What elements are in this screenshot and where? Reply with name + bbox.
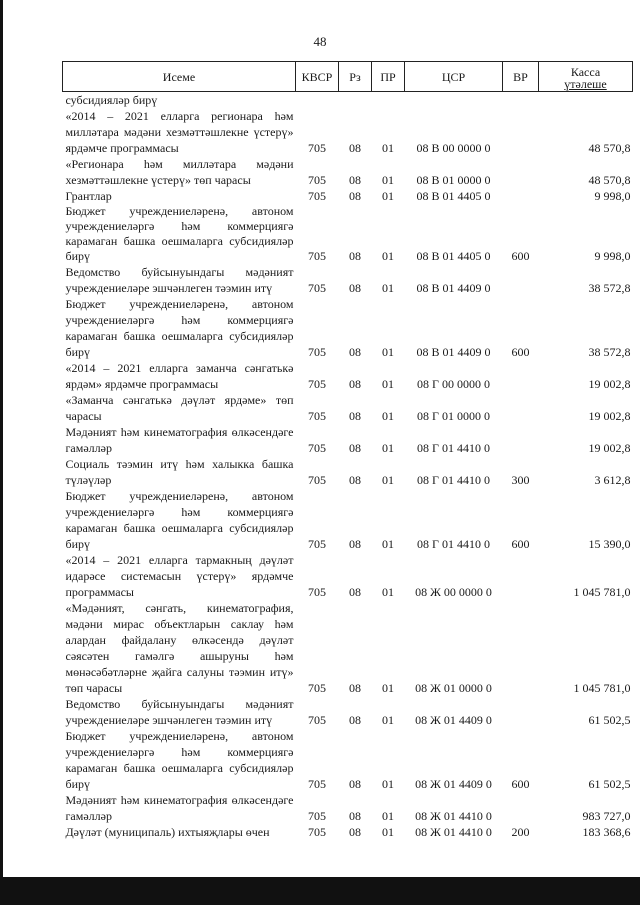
- table-row: [63, 600, 633, 696]
- vr-cell: [503, 188, 539, 204]
- table-header-row: [63, 62, 633, 92]
- table-row: [63, 156, 633, 188]
- rz-cell: 08: [349, 173, 361, 187]
- pr-cell: 01: [382, 377, 394, 391]
- table-row: [63, 696, 633, 728]
- vr-cell: [503, 696, 539, 728]
- rz-cell: 08: [349, 345, 361, 359]
- header-csr: ЦСР: [405, 62, 503, 92]
- name-cell: Ведомство буйсынуындагы мәдәният учреждениеләре эшчәнлеген тәэмин итү: [65, 265, 294, 295]
- csr-cell: 08 Г 01 0000 0: [417, 409, 490, 423]
- name-cell: «Регионара һәм милләтара мәдәни хезмәттәшлекне үстерү» төп чарасы: [65, 157, 294, 187]
- vr-cell: 600: [511, 537, 530, 551]
- rz-cell: 08: [349, 777, 361, 791]
- pr-cell: 01: [382, 173, 394, 187]
- rz-cell: 08: [349, 809, 361, 823]
- table-row: [63, 792, 633, 824]
- vr-cell: [503, 552, 539, 600]
- kvsr-cell: 705: [308, 825, 326, 839]
- kvsr-cell: 705: [308, 141, 326, 155]
- header-kassa-line2: үтәлеше: [564, 77, 607, 91]
- pr-cell: 01: [382, 189, 394, 203]
- budget-table: [62, 61, 633, 840]
- pr-cell: 01: [382, 537, 394, 551]
- amount-cell: 19 002,8: [588, 441, 631, 455]
- csr-cell: 08 Г 01 4410 0: [417, 441, 490, 455]
- rz-cell: 08: [349, 189, 361, 203]
- name-cell: Ведомство буйсынуындагы мәдәният учреждениеләре эшчәнлеген тәэмин итү: [65, 697, 294, 727]
- amount-cell: 9 998,0: [594, 249, 631, 263]
- vr-cell: [503, 424, 539, 456]
- vr-cell: 300: [511, 473, 530, 487]
- kvsr-cell: 705: [308, 281, 326, 295]
- csr-cell: 08 Ж 00 0000 0: [415, 585, 492, 599]
- csr-cell: 08 Ж 01 0000 0: [415, 681, 492, 695]
- pr-cell: 01: [382, 585, 394, 599]
- kvsr-cell: 705: [308, 409, 326, 423]
- rz-cell: 08: [349, 141, 361, 155]
- kvsr-cell: 705: [308, 681, 326, 695]
- table-row: [63, 296, 633, 360]
- scan-edge-bottom: [0, 877, 640, 905]
- vr-cell: [503, 108, 539, 156]
- header-name: Исеме: [63, 62, 296, 92]
- name-cell: Дәүләт (муниципаль) ихтыяҗлары өчен: [65, 825, 270, 839]
- csr-cell: 08 В 01 4409 0: [416, 281, 491, 295]
- pr-cell: 01: [382, 777, 394, 791]
- kvsr-cell: 705: [308, 713, 326, 727]
- amount-cell: 38 572,8: [588, 281, 631, 295]
- name-cell: Мәдәният һәм кинематография өлкәсендәге гамәлләр: [65, 793, 294, 823]
- amount-cell: 983 727,0: [582, 809, 631, 823]
- table-row: [63, 204, 633, 264]
- header-pr: ПР: [372, 62, 405, 92]
- table-row: [63, 424, 633, 456]
- rz-cell: 08: [349, 281, 361, 295]
- csr-cell: 08 Ж 01 4410 0: [415, 809, 492, 823]
- kvsr-cell: 705: [308, 441, 326, 455]
- name-cell: «2014 – 2021 елларга заманча сәнгатькә ярдәм» ярдәмче программасы: [65, 361, 294, 391]
- name-cell: Бюджет учреждениеләренә, автоном учреждениеләргә һәм коммерциягә карамаган башка оешмаларга субсидияләр бирү: [65, 729, 294, 791]
- pr-cell: 01: [382, 249, 394, 263]
- kvsr-cell: 705: [308, 345, 326, 359]
- kvsr-cell: 705: [308, 173, 326, 187]
- pr-cell: 01: [382, 473, 394, 487]
- rz-cell: 08: [349, 249, 361, 263]
- amount-cell: 61 502,5: [588, 777, 631, 791]
- kvsr-cell: 705: [308, 537, 326, 551]
- amount-cell: [539, 92, 633, 109]
- name-cell: «2014 – 2021 елларга тармакның дәүләт идарәсе системасын үстерү» ярдәмче программасы: [65, 553, 294, 599]
- table-row: [63, 456, 633, 488]
- vr-cell: [503, 600, 539, 696]
- amount-cell: 9 998,0: [594, 189, 631, 203]
- name-cell: Социаль тәэмин итү һәм халыкка башка түләүләр: [65, 457, 294, 487]
- amount-cell: 48 570,8: [588, 141, 631, 155]
- pr-cell: 01: [382, 441, 394, 455]
- scan-edge-left: [0, 0, 3, 905]
- vr-cell: 600: [511, 249, 530, 263]
- csr-cell: 08 Г 00 0000 0: [417, 377, 490, 391]
- vr-cell: [503, 156, 539, 188]
- kvsr-cell: 705: [308, 585, 326, 599]
- rz-cell: 08: [349, 585, 361, 599]
- csr-cell: [405, 92, 503, 109]
- name-cell: «2014 – 2021 елларга регионара һәм милләтара мәдәни хезмәттәшлекне үстерү» ярдәмче программасы: [65, 109, 294, 155]
- pr-cell: 01: [382, 713, 394, 727]
- csr-cell: 08 В 01 4405 0: [416, 189, 491, 203]
- vr-cell: 200: [511, 825, 530, 839]
- amount-cell: 19 002,8: [588, 409, 631, 423]
- table-row: [63, 488, 633, 552]
- vr-cell: [503, 392, 539, 424]
- header-vr: ВР: [503, 62, 539, 92]
- kvsr-cell: 705: [308, 249, 326, 263]
- pr-cell: 01: [382, 809, 394, 823]
- pr-cell: 01: [382, 409, 394, 423]
- kvsr-cell: [296, 92, 339, 109]
- header-rz: Рз: [339, 62, 372, 92]
- pr-cell: 01: [382, 281, 394, 295]
- table-row: [63, 728, 633, 792]
- rz-cell: 08: [349, 441, 361, 455]
- csr-cell: 08 Г 01 4410 0: [417, 537, 490, 551]
- amount-cell: 1 045 781,0: [573, 681, 631, 695]
- kvsr-cell: 705: [308, 473, 326, 487]
- table-body: [63, 92, 633, 841]
- header-kvsr: КВСР: [296, 62, 339, 92]
- amount-cell: 15 390,0: [588, 537, 631, 551]
- header-kassa-line1: Касса: [570, 65, 601, 79]
- rz-cell: 08: [349, 377, 361, 391]
- pr-cell: [372, 92, 405, 109]
- amount-cell: 61 502,5: [588, 713, 631, 727]
- rz-cell: 08: [349, 713, 361, 727]
- kvsr-cell: 705: [308, 377, 326, 391]
- vr-cell: 600: [511, 777, 530, 791]
- csr-cell: 08 В 00 0000 0: [416, 141, 491, 155]
- amount-cell: 48 570,8: [588, 173, 631, 187]
- pr-cell: 01: [382, 681, 394, 695]
- name-cell: Бюджет учреждениеләренә, автоном учреждениеләргә һәм коммерциягә карамаган башка оешмаларга субсидияләр бирү: [65, 489, 294, 551]
- kvsr-cell: 705: [308, 777, 326, 791]
- table-row: [63, 392, 633, 424]
- pr-cell: 01: [382, 825, 394, 839]
- name-cell: Мәдәният һәм кинематография өлкәсендәге гамәлләр: [65, 425, 294, 455]
- csr-cell: 08 Г 01 4410 0: [417, 473, 490, 487]
- header-kassa: [539, 62, 633, 92]
- kvsr-cell: 705: [308, 189, 326, 203]
- table-row: [63, 552, 633, 600]
- name-cell: Бюджет учреждениеләренә, автоном учреждениеләргә һәм коммерциягә карамаган башка оешмаларга субсидияләр бирү: [65, 297, 294, 359]
- csr-cell: 08 Ж 01 4409 0: [415, 777, 492, 791]
- vr-cell: [503, 792, 539, 824]
- csr-cell: 08 Ж 01 4409 0: [415, 713, 492, 727]
- table-row: [63, 188, 633, 204]
- amount-cell: 183 368,6: [582, 825, 631, 839]
- vr-cell: [503, 360, 539, 392]
- name-cell: субсидияләр бирү: [65, 93, 158, 107]
- name-cell: Бюджет учреждениеләренә, автоном учреждениеләргә һәм коммерциягә карамаган башка оешмаларга субсидияләр бирү: [65, 204, 294, 263]
- amount-cell: 38 572,8: [588, 345, 631, 359]
- rz-cell: 08: [349, 537, 361, 551]
- amount-cell: 1 045 781,0: [573, 585, 631, 599]
- rz-cell: 08: [349, 681, 361, 695]
- pr-cell: 01: [382, 345, 394, 359]
- table-row: [63, 108, 633, 156]
- vr-cell: [503, 92, 539, 109]
- rz-cell: 08: [349, 409, 361, 423]
- rz-cell: [339, 92, 372, 109]
- table-row: [63, 360, 633, 392]
- page-number: 48: [313, 34, 327, 49]
- pr-cell: 01: [382, 141, 394, 155]
- csr-cell: 08 В 01 0000 0: [416, 173, 491, 187]
- csr-cell: 08 Ж 01 4410 0: [415, 825, 492, 839]
- csr-cell: 08 В 01 4405 0: [416, 249, 491, 263]
- name-cell: «Заманча сәнгатькә дәүләт ярдәме» төп чарасы: [65, 393, 294, 423]
- rz-cell: 08: [349, 473, 361, 487]
- name-cell: «Мәдәният, сәнгать, кинематография, мәдәни мирас объектларын саклау һәм алардан файдалану өлкәсендә дәүләт сәясәтен гамәлгә ашыруны һәм мөнәсәбәтләрне җайга салуны тәэмин итү» төп чарасы: [65, 601, 294, 695]
- table-row: [63, 92, 633, 109]
- vr-cell: [503, 264, 539, 296]
- vr-cell: 600: [511, 345, 530, 359]
- name-cell: Грантлар: [65, 189, 112, 203]
- kvsr-cell: 705: [308, 809, 326, 823]
- rz-cell: 08: [349, 825, 361, 839]
- table-row: [63, 264, 633, 296]
- table-row: [63, 824, 633, 840]
- amount-cell: 19 002,8: [588, 377, 631, 391]
- csr-cell: 08 В 01 4409 0: [416, 345, 491, 359]
- amount-cell: 3 612,8: [594, 473, 631, 487]
